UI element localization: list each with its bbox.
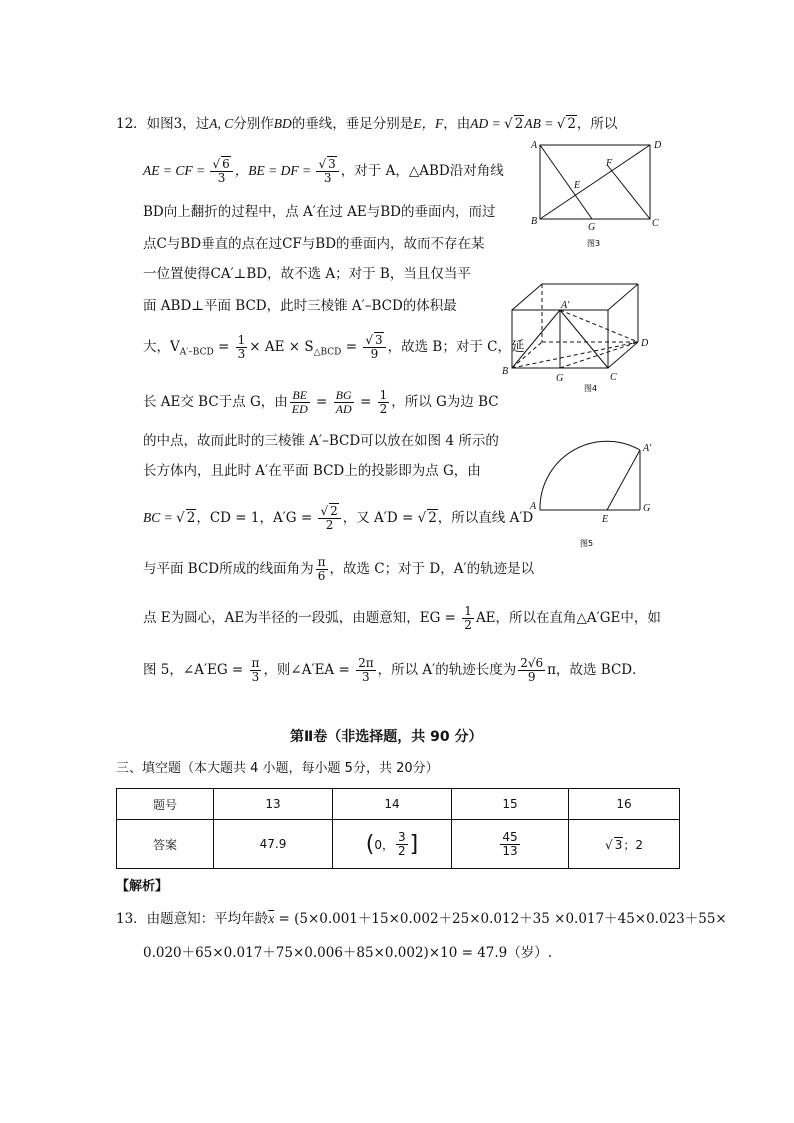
text: 分别作	[233, 116, 274, 132]
text: 的垂线，垂足分别是	[291, 116, 414, 132]
label-a: A	[530, 501, 537, 512]
text: =	[213, 339, 234, 355]
text: 45	[502, 829, 518, 844]
text: 3	[374, 333, 383, 347]
q12-line-9: 的中点，故而此时的三棱锥 A′–BCD可以放在如图 4 所示的	[143, 433, 499, 449]
text: ，BE = DF =	[234, 163, 315, 178]
fraction: $\frac{√ 6}{3}$	[210, 158, 232, 185]
text: (	[365, 831, 375, 857]
label-d: D	[654, 140, 662, 151]
text: 13．由题意知：平均年龄	[116, 911, 269, 927]
label-g: G	[556, 373, 564, 384]
text: 2√6	[520, 656, 544, 670]
text: =	[311, 394, 332, 410]
text: 2	[379, 402, 388, 416]
fraction: $\frac{√ 3}{9}$	[363, 334, 385, 361]
answer-table	[116, 788, 680, 869]
text: ，所以	[576, 116, 618, 132]
q12-line-3: BD向上翻折的过程中，点 A′在过 AE与BD的垂面内，而过	[143, 204, 496, 220]
text: 点 E为圆心，AE为半径的一段弧，由题意知，EG =	[143, 610, 461, 626]
q12-line-8	[143, 389, 499, 416]
table-row	[117, 820, 680, 869]
label-a: A	[531, 140, 538, 151]
segment-ea	[607, 450, 640, 510]
label-c: C	[652, 218, 659, 229]
text: 2	[398, 843, 406, 858]
figure-5-caption: 图5	[580, 539, 594, 548]
label-d: D	[641, 338, 649, 349]
q12-line-2	[143, 158, 504, 185]
table-cell: 16	[569, 789, 680, 820]
q12-line-5: 一位置使得CA′⊥BD，故不选 A；对于 B，当且仅当平	[143, 266, 471, 282]
text: ED	[291, 402, 308, 416]
text: 1	[464, 604, 472, 618]
fraction	[396, 831, 408, 858]
label-b: B	[531, 216, 538, 227]
q12-line-7	[143, 334, 524, 362]
label-b: B	[502, 366, 509, 377]
text: ，CD = 1，A′G =	[196, 510, 317, 526]
q12-line-14	[143, 657, 646, 684]
text: AE，所以在直角△A′GE中，如	[475, 610, 661, 626]
q12-line-10: 长方体内，且此时 A′在平面 BCD上的投影即为点 G，由	[143, 463, 481, 479]
label-a-prime: A′	[643, 443, 652, 454]
fraction	[462, 605, 474, 632]
text: ，对于 A，△ABD沿对角线	[340, 163, 504, 179]
q12-line-6: 面 ABD⊥平面 BCD，此时三棱锥 A′–BCD的体积最	[143, 298, 457, 314]
fraction	[356, 657, 376, 684]
text: π	[251, 656, 260, 670]
table-row	[117, 789, 680, 820]
text: 2	[464, 618, 472, 632]
text: 3	[237, 347, 246, 361]
text: 长 AE交 BC于点 G，由	[143, 394, 288, 410]
text: 3	[251, 670, 260, 684]
text: BC =	[143, 510, 177, 525]
text: π，故选 BCD．	[547, 662, 646, 678]
text: 2	[514, 116, 524, 132]
text: ，所以 G为边 BC	[391, 394, 499, 410]
text: 3	[614, 837, 623, 852]
table-cell: 47.9	[214, 820, 333, 869]
fraction: $\frac{√ 2}{2}$	[318, 505, 340, 532]
arc-trajectory	[540, 441, 640, 510]
table-cell: 题号	[117, 789, 214, 820]
text: ，由	[443, 116, 471, 132]
text: 图 5，∠A′EG =	[143, 662, 248, 678]
text: 3	[217, 171, 226, 185]
figure-3-rectangle-diagram	[528, 136, 668, 251]
text: ，故选 C；对于 D，A′的轨迹是以	[329, 561, 535, 577]
text: 9	[527, 670, 536, 684]
analysis-label: 【解析】	[116, 879, 169, 894]
table-cell: 答案	[117, 820, 214, 869]
text: AB =	[524, 116, 557, 131]
text: 与平面 BCD所成的线面角为	[143, 561, 314, 577]
text: 2π	[358, 656, 374, 670]
text: ；2	[623, 837, 643, 852]
q12-line-11: BC = √ 2，CD = 1，A′G = $\frac{√ 2}{2}$ ，又 A′D = √ 2，所以直线 A′D	[143, 504, 534, 532]
fraction	[500, 831, 519, 858]
part2-title: 第Ⅱ卷（非选择题，共 90 分）	[290, 729, 483, 745]
label-e: E	[602, 514, 609, 525]
table-cell	[333, 820, 452, 869]
fraction	[290, 389, 310, 416]
text: E，F	[413, 116, 444, 131]
label-f: F	[606, 158, 613, 169]
label-g: G	[588, 222, 596, 233]
text: AE = CF =	[143, 163, 209, 178]
q12-line-12	[143, 556, 534, 583]
text: A, C	[209, 116, 234, 131]
q12-line-4: 点C与BD垂直的点在过CF与BD的垂面内，故而不存在某	[143, 236, 485, 252]
text: 2	[567, 116, 576, 132]
text: BD	[273, 116, 292, 131]
section3-title: 三、填空题（本大题共 4 小题，每小题 5分，共 20分）	[116, 761, 439, 776]
q12-line-1: 12．如图3，过A, C分别作BD的垂线，垂足分别是E，F，由AD = √ 2AB = √ 2，所以	[116, 116, 618, 132]
cuboid-edge	[608, 284, 638, 310]
text: ]	[409, 831, 419, 857]
text: ，故选 B；对于 C，延	[387, 339, 525, 355]
fraction	[236, 334, 248, 361]
text: $\overline{x}$	[268, 911, 275, 926]
text: 1	[379, 388, 388, 402]
text: AD =	[470, 116, 505, 131]
fraction	[316, 556, 328, 583]
text: 3	[328, 157, 336, 171]
fraction	[518, 657, 545, 684]
table-cell: 15	[452, 789, 569, 820]
figure-5-arc-diagram	[528, 428, 668, 550]
text: 2	[428, 510, 437, 526]
fraction	[334, 389, 354, 416]
segment-ad	[560, 310, 638, 342]
text: 12．如图3，过	[116, 116, 210, 132]
cuboid-edge	[512, 284, 542, 310]
text: 3	[323, 171, 332, 185]
line-cf	[608, 166, 650, 219]
line-ag	[540, 145, 592, 219]
text: ，所以 A′的轨迹长度为	[377, 662, 517, 678]
diagonal-bd	[540, 145, 650, 219]
hidden-edge	[512, 342, 542, 368]
figure-4-caption: 图4	[584, 384, 598, 393]
text: AD	[335, 402, 352, 416]
text: 2	[186, 510, 196, 526]
text: 6	[317, 569, 326, 583]
text: BG	[335, 388, 352, 402]
fraction: $\frac{√ 3}{3}$	[316, 158, 338, 185]
q13-line-2: 0.020＋65×0.017＋75×0.006＋85×0.002)×10 = 47.9（岁）.	[143, 945, 553, 961]
text: BE	[290, 389, 310, 403]
text: π	[317, 555, 326, 569]
label-g: G	[643, 503, 651, 514]
text: ，又 A′D =	[342, 510, 418, 526]
text: 0，	[374, 837, 394, 852]
figure-3-caption: 图3	[587, 239, 601, 248]
figure-4-cuboid-diagram	[498, 278, 668, 398]
text: 大，V	[143, 339, 180, 355]
text: =	[341, 339, 362, 355]
text: 1	[237, 333, 246, 347]
text: 2	[325, 518, 334, 532]
segment-ab	[512, 310, 560, 368]
segment-ac	[560, 310, 608, 368]
text: 3	[398, 829, 406, 844]
cuboid-edge	[608, 342, 638, 368]
fraction	[250, 657, 262, 684]
segment-gd	[560, 342, 638, 368]
table-cell	[452, 820, 569, 869]
text: ，则∠A′EA =	[263, 662, 355, 678]
fraction	[378, 389, 390, 416]
text: =	[355, 394, 376, 410]
text: × AE × S	[249, 339, 314, 355]
text: 2	[330, 504, 338, 518]
table-cell: 13	[214, 789, 333, 820]
label-e: E	[574, 180, 581, 191]
text: 9	[370, 347, 379, 361]
text: 3	[362, 670, 370, 684]
text: △BCD	[313, 347, 342, 358]
table-cell: √ 3；2	[569, 820, 680, 869]
label-a-prime: A′	[561, 300, 570, 311]
text: = (5×0.001＋15×0.002＋25×0.012＋35 ×0.017＋45×0.023＋55×	[274, 911, 727, 927]
label-c: C	[610, 372, 617, 383]
q12-line-13	[143, 605, 661, 632]
text: ，所以直线 A′D	[437, 510, 534, 526]
q13-line-1	[116, 910, 727, 928]
table-cell: 14	[333, 789, 452, 820]
text: 6	[222, 157, 230, 171]
text: 13	[502, 843, 518, 858]
text: A′–BCD	[179, 347, 214, 358]
